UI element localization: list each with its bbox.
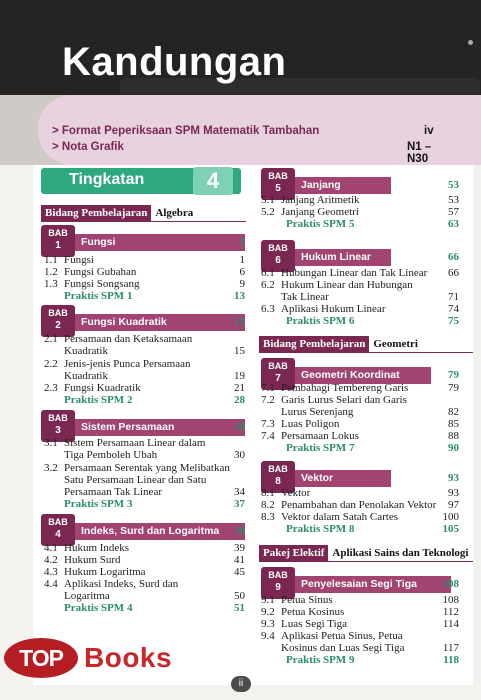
practice-row[interactable]: Praktis SPM 1 13 (64, 290, 245, 302)
level-number: 4 (193, 167, 233, 195)
section-underline (259, 561, 473, 562)
front-matter-label: > Format Peperiksaan SPM Matematik Tambahan (52, 125, 320, 137)
chapter-page: 30 (234, 421, 245, 433)
chapter-badge: BAB 8 (261, 461, 295, 493)
chapter-1-heading[interactable] (41, 225, 245, 257)
chapter-title: Fungsi Kuadratik (81, 316, 167, 328)
chapter-badge: BAB 5 (261, 168, 295, 200)
section-tag: Bidang Pembelajaran (41, 205, 151, 222)
front-matter-row[interactable] (52, 141, 452, 165)
chapter-title: Geometri Koordinat (301, 369, 400, 381)
practice-row[interactable]: Praktis SPM 8 105 (286, 523, 459, 535)
chapter-title: Vektor (301, 472, 334, 484)
chapter-badge: BAB 4 (41, 514, 75, 546)
chapter-page: 66 (448, 251, 459, 263)
chapter-page: 1 (239, 236, 245, 248)
front-matter-page: iv (424, 125, 434, 137)
chapter-badge: BAB 2 (41, 305, 75, 337)
practice-row[interactable]: Praktis SPM 6 75 (286, 315, 459, 327)
section-heading-elektif (259, 545, 473, 562)
level-label: Tingkatan (69, 171, 145, 188)
practice-row[interactable]: Praktis SPM 2 28 (64, 394, 245, 406)
section-name: Geometri (373, 338, 418, 350)
chapter-title: Hukum Linear (301, 251, 372, 263)
practice-row[interactable]: Praktis SPM 9 118 (286, 654, 459, 666)
practice-row[interactable]: Praktis SPM 5 63 (286, 218, 459, 230)
level-header (41, 168, 241, 194)
section-tag: Bidang Pembelajaran (259, 336, 369, 353)
chapter-badge: BAB 1 (41, 225, 75, 257)
practice-row[interactable]: Praktis SPM 4 51 (64, 602, 245, 614)
chapter-title: Indeks, Surd dan Logaritma (81, 525, 220, 537)
chapter-page: 108 (442, 578, 459, 590)
section-heading-algebra (41, 205, 246, 222)
section-tag: Pakej Elektif (259, 545, 328, 562)
chapter-title: Penyelesaian Segi Tiga (301, 578, 417, 590)
chapter-title: Sistem Persamaan (81, 421, 175, 433)
practice-row[interactable]: Praktis SPM 7 90 (286, 442, 459, 454)
chapter-page: 53 (448, 179, 459, 191)
header-dot (468, 40, 473, 45)
practice-row[interactable]: Praktis SPM 3 37 (64, 498, 245, 510)
watermark-top: TOP (4, 638, 78, 678)
chapter-badge: BAB 6 (261, 240, 295, 272)
section-name: Aplikasi Sains dan Teknologi (332, 547, 469, 559)
chapter-badge: BAB 9 (261, 567, 295, 599)
chapter-badge: BAB 3 (41, 410, 75, 442)
front-matter-row[interactable] (52, 125, 452, 137)
section-name: Algebra (155, 207, 194, 219)
watermark-books: Books (84, 642, 173, 673)
section-heading-geometri (259, 336, 473, 353)
front-matter-label: > Nota Grafik (52, 141, 124, 153)
front-matter-page: N1 – N30 (407, 141, 432, 165)
chapter-page: 39 (234, 525, 245, 537)
chapter-badge: BAB 7 (261, 358, 295, 390)
chapter-title: Fungsi (81, 236, 116, 248)
section-underline (41, 221, 246, 222)
chapter-page: 79 (448, 369, 459, 381)
chapter-title: Janjang (301, 179, 341, 191)
chapter-page: 15 (234, 316, 245, 328)
page-number: ii (231, 676, 251, 692)
page-title: Kandungan (62, 40, 287, 84)
section-underline (259, 352, 473, 353)
chapter-page: 93 (448, 472, 459, 484)
